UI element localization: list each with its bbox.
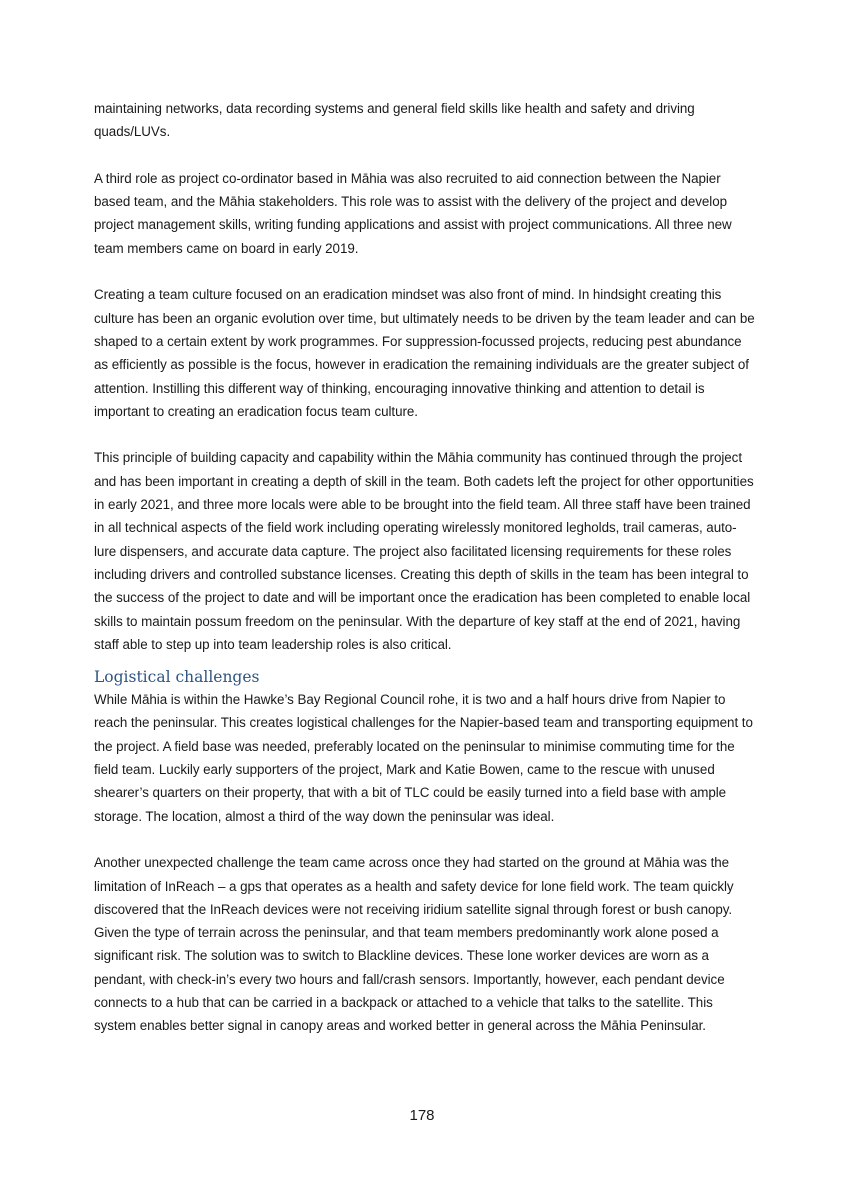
paragraph: maintaining networks, data recording systems and general field skills like health and safety and driving quads/LUVs.	[94, 101, 695, 140]
paragraph-spacer	[94, 423, 756, 446]
paragraph: While Māhia is within the Hawke’s Bay Regional Council rohe, it is two and a half hours drive from Napier to reach the peninsular. This creates logistical challenges for the Napier-based team and transporting equipment to the project. A field base was needed, preferably located on the peninsular to minimise commuting time for the field team. Luckily early supporters of the project, Mark and Katie Bowen, came to the rescue with unused shearer’s quarters on their property, that with a bit of TLC could be easily turned into a field base with ample storage. The location, almost a third of the way down the peninsular was ideal.	[94, 692, 753, 824]
section-heading: Logistical challenges	[94, 668, 260, 687]
paragraph-spacer	[94, 260, 756, 283]
paragraph: Creating a team culture focused on an eradication mindset was also front of mind. In hindsight creating this culture has been an organic evolution over time, but ultimately needs to be driven by the team leader and can be shaped to a certain extent by work programmes. For suppression-focussed projects, reducing pest abundance as efficiently as possible is the focus, however in eradication the remaining individuals are the greater subject of attention. Instilling this different way of thinking, encouraging innovative thinking and attention to detail is important to creating an eradication focus team culture.	[94, 287, 755, 419]
paragraph: Another unexpected challenge the team came across once they had started on the ground at Māhia was the limitation of InReach – a gps that operates as a health and safety device for lone field work. The team quickly discovered that the InReach devices were not receiving iridium satellite signal through forest or bush canopy. Given the type of terrain across the peninsular, and that team members predominantly work alone posed a significant risk. The solution was to switch to Blackline devices. These lone worker devices are worn as a pendant, with check-in’s every two hours and fall/crash sensors. Importantly, however, each pendant device connects to a hub that can be carried in a backpack or attached to a vehicle that talks to the satellite. This system enables better signal in canopy areas and worked better in general across the Māhia Peninsular.	[94, 855, 734, 1034]
paragraph-spacer	[94, 828, 756, 851]
paragraph: A third role as project co-ordinator based in Māhia was also recruited to aid connection between the Napier based team, and the Māhia stakeholders. This role was to assist with the delivery of the project and develop project management skills, writing funding applications and assist with project communications. All three new team members came on board in early 2019.	[94, 170, 732, 256]
paragraph-spacer	[94, 144, 756, 167]
page-body	[94, 97, 756, 1038]
page-number: 178	[409, 1107, 435, 1124]
paragraph: This principle of building capacity and capability within the Māhia community has continued through the project and has been important in creating a depth of skill in the team. Both cadets left the project for other opportunities in early 2021, and three more locals were able to be brought into the field team. All three staff have been trained in all technical aspects of the field work including operating wirelessly monitored legholds, trail cameras, auto-lure dispensers, and accurate data capture. The project also facilitated licensing requirements for these roles including drivers and controlled substance licenses. Creating this depth of skills in the team has been integral to the success of the project to date and will be important once the eradication has been completed to enable local skills to maintain possum freedom on the peninsular. With the departure of key staff at the end of 2021, having staff able to step up into team leadership roles is also critical.	[94, 450, 754, 652]
